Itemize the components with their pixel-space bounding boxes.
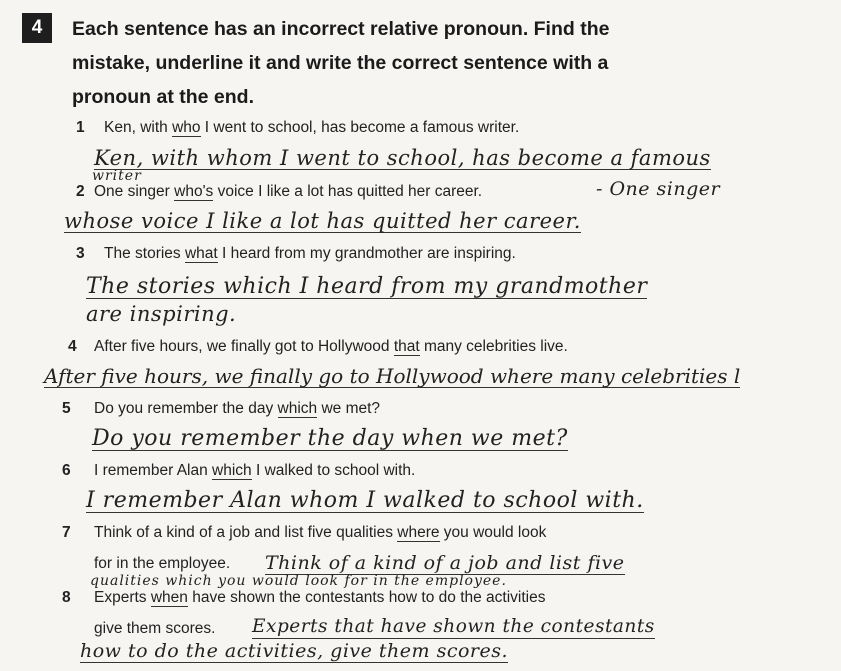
item-5-sentence: Do you remember the day which we met? xyxy=(94,400,381,417)
item-7-number: 7 xyxy=(62,524,71,541)
item-6-number: 6 xyxy=(62,462,71,479)
item-2-underlined-pronoun: who's xyxy=(174,183,214,200)
item-1-answer-continued: writer xyxy=(92,168,142,184)
item-4-answer: After five hours, we finally go to Hollywood where many celebrities l xyxy=(44,364,741,388)
instruction-line-2: mistake, underline it and write the correct sentence with a xyxy=(72,52,609,74)
item-3-underlined-pronoun: what xyxy=(184,245,218,262)
item-1-underlined-pronoun: who xyxy=(172,119,201,136)
item-8-number: 8 xyxy=(62,589,71,606)
item-7-sentence-line-1: Think of a kind of a job and list five qualities where you would look xyxy=(94,524,547,541)
instruction-line-3: pronoun at the end. xyxy=(72,86,254,108)
item-3-number: 3 xyxy=(76,245,85,262)
instruction-line-1: Each sentence has an incorrect relative pronoun. Find the xyxy=(72,18,610,40)
item-4-underlined-pronoun: that xyxy=(393,338,420,355)
item-6-answer: I remember Alan whom I walked to school with. xyxy=(86,488,644,513)
item-2-answer: whose voice I like a lot has quitted her career. xyxy=(64,209,581,233)
item-5-answer: Do you remember the day when we met? xyxy=(92,426,568,451)
item-1-sentence: Ken, with who I went to school, has become a famous writer. xyxy=(104,119,520,136)
item-7-sentence-line-2: for in the employee. xyxy=(94,555,231,572)
item-4-number: 4 xyxy=(68,338,77,355)
item-8-underlined-pronoun: when xyxy=(150,589,188,606)
item-3-answer-continued: are inspiring. xyxy=(86,302,237,326)
item-7-inline-answer: Think of a kind of a job and list five xyxy=(265,552,625,574)
item-8-sentence-line-2: give them scores. xyxy=(94,620,216,637)
item-5-number: 5 xyxy=(62,400,71,417)
exercise-number: 4 xyxy=(22,13,52,43)
item-1-number: 1 xyxy=(76,119,85,136)
item-8-inline-answer: Experts that have shown the contestants xyxy=(252,616,655,637)
item-7-underlined-pronoun: where xyxy=(397,524,440,541)
item-1-answer: Ken, with whom I went to school, has become a famous xyxy=(94,146,711,170)
item-6-underlined-pronoun: which xyxy=(212,462,252,479)
item-4-sentence: After five hours, we finally got to Hollywood that many celebrities live. xyxy=(94,338,568,355)
item-2-sentence: One singer who's voice I like a lot has quitted her career. xyxy=(94,183,483,200)
item-3-answer: The stories which I heard from my grandmother xyxy=(86,274,648,299)
item-5-underlined-pronoun: which xyxy=(277,400,318,417)
item-8-answer: how to do the activities, give them scores. xyxy=(80,640,509,662)
item-2-number: 2 xyxy=(76,183,85,200)
item-8-sentence: Experts when have shown the contestants how to do the activities xyxy=(94,589,546,606)
exercise-instruction xyxy=(72,12,712,114)
item-6-sentence: I remember Alan which I walked to school with. xyxy=(94,462,416,479)
item-3-sentence: The stories what I heard from my grandmother are inspiring. xyxy=(104,245,516,262)
item-2-inline-answer: - One singer xyxy=(596,178,721,200)
item-7-answer: qualities which you would look for in the employee. xyxy=(90,573,507,589)
